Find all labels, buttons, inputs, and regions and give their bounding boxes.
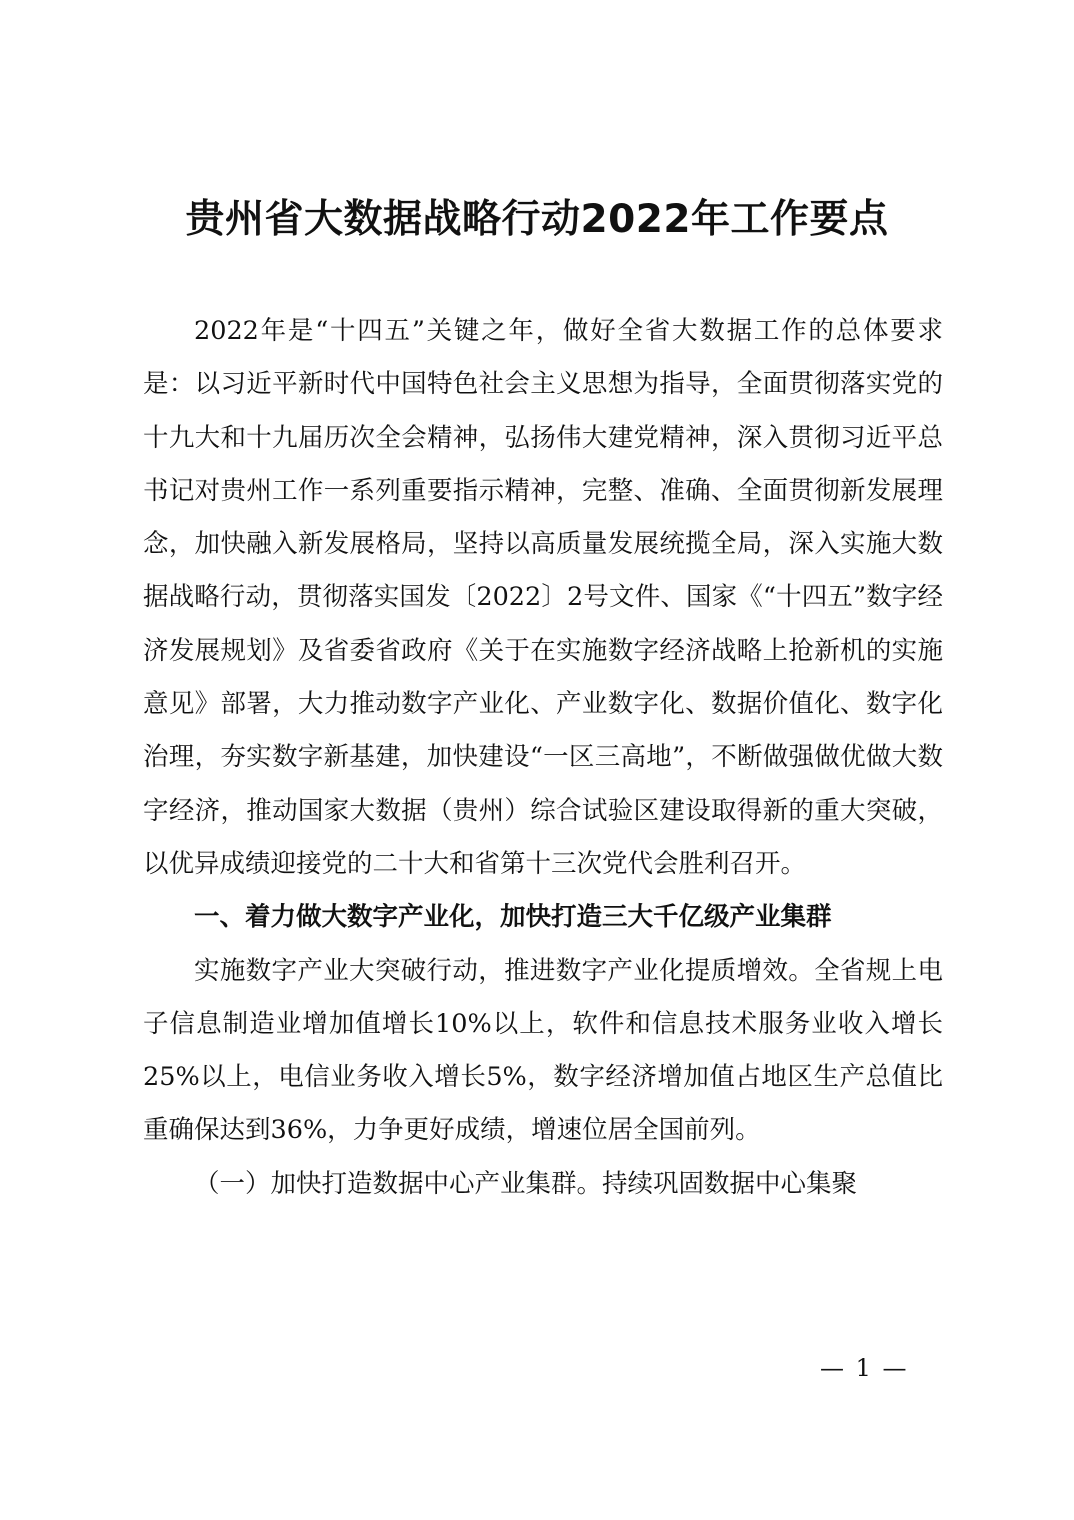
page-number: — 1 —	[820, 1354, 909, 1382]
document-body	[143, 305, 943, 1211]
document-title: 贵州省大数据战略行动2022年工作要点	[185, 197, 889, 242]
intro-paragraph: 2022年是“十四五”关键之年，做好全省大数据工作的总体要求是：以习近平新时代中国特色社会主义思想为指导，全面贯彻落实党的十九大和十九届历次全会精神，弘扬伟大建党精神，深入贯彻习近平总书记对贵州工作一系列重要指示精神，完整、准确、全面贯彻新发展理念，加快融入新发展格局，坚持以高质量发展统揽全局，深入实施大数据战略行动，贯彻落实国发〔2022〕2号文件、国家《“十四五”数字经济发展规划》及省委省政府《关于在实施数字经济战略上抢新机的实施意见》部署，大力推动数字产业化、产业数字化、数据价值化、数字化治理，夯实数字新基建，加快建设“一区三高地”，不断做强做优做大数字经济，推动国家大数据（贵州）综合试验区建设取得新的重大突破，以优异成绩迎接党的二十大和省第十三次党代会胜利召开。	[143, 316, 943, 879]
subsection-heading: （一）加快打造数据中心产业集群。持续巩固数据中心集聚	[194, 1168, 858, 1199]
section-paragraph: 实施数字产业大突破行动，推进数字产业化提质增效。全省规上电子信息制造业增加值增长10%以上，软件和信息技术服务业收入增长25%以上，电信业务收入增长5%，数字经济增加值占地区生产总值比重确保达到36%，力争更好成绩，增速位居全国前列。	[143, 955, 943, 1146]
section-heading: 一、着力做大数字产业化，加快打造三大千亿级产业集群	[194, 902, 832, 933]
